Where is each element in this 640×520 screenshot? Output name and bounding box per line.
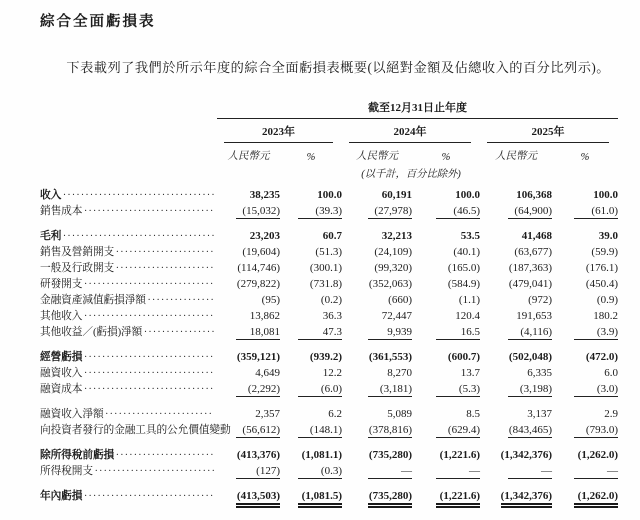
value-cell: (1,342,376) xyxy=(500,449,552,462)
value-cell: (735,280) xyxy=(368,449,412,462)
value-cell: 12.2 xyxy=(322,367,342,380)
dot-leader xyxy=(84,308,214,319)
row-label-cell xyxy=(40,187,217,202)
row-label-cell xyxy=(40,463,217,478)
row-label: 一般及行政開支 xyxy=(40,262,115,275)
row-label: 融資成本 xyxy=(40,383,83,396)
value-cell: (2,292) xyxy=(217,383,280,397)
row-label-cell xyxy=(40,422,231,437)
value-cell: (359,121) xyxy=(236,351,280,364)
row-label-cell xyxy=(40,244,217,259)
value-cell: 23,203 xyxy=(249,230,280,243)
dot-leader xyxy=(116,260,214,271)
row-label: 銷售及營銷開支 xyxy=(40,246,115,259)
value-cell: (361,553) xyxy=(368,351,412,364)
value-cell: (0.3) xyxy=(280,465,342,479)
value-cell: (279,822) xyxy=(236,278,280,291)
table-row xyxy=(40,203,618,219)
value-cell: 100.0 xyxy=(455,189,480,202)
year-column-2025: 2025年 xyxy=(487,119,609,143)
value-cell: (59.9) xyxy=(591,246,618,259)
value-cell: (1,262.0) xyxy=(552,490,618,505)
value-cell: (479,041) xyxy=(508,278,552,291)
value-cell: 6.0 xyxy=(604,367,618,380)
value-cell: (56,612) xyxy=(217,424,280,438)
row-label-cell xyxy=(40,292,217,307)
value-cell: (1,081.1) xyxy=(301,449,342,462)
dot-leader xyxy=(116,447,214,458)
value-cell: (4,116) xyxy=(480,326,552,340)
value-cell: (629.4) xyxy=(412,424,480,438)
value-cell: 9,939 xyxy=(342,326,412,340)
value-cell: (63,677) xyxy=(514,246,552,259)
table-row xyxy=(40,308,618,324)
value-cell: (148.1) xyxy=(280,424,342,438)
dot-leader xyxy=(84,488,214,499)
table-row xyxy=(40,422,618,438)
dot-leader xyxy=(84,365,214,376)
subcol-percent-2025: % xyxy=(580,152,590,164)
value-cell: (3.9) xyxy=(552,326,618,340)
row-label: 收入 xyxy=(40,189,62,202)
value-cell: (3.0) xyxy=(552,383,618,397)
row-label: 融資收入 xyxy=(40,367,83,380)
value-cell: 72,447 xyxy=(381,310,412,323)
value-cell: 39.0 xyxy=(598,230,618,243)
row-label-cell xyxy=(40,488,217,503)
value-cell: (731.8) xyxy=(309,278,342,291)
row-label-cell xyxy=(40,349,217,364)
row-label: 其他收益／(虧損)淨額 xyxy=(40,326,143,339)
value-cell: (39.3) xyxy=(280,205,342,219)
row-label-cell xyxy=(40,447,217,462)
value-cell: (61.0) xyxy=(552,205,618,219)
value-cell: (600.7) xyxy=(447,351,480,364)
dot-leader xyxy=(84,349,214,360)
value-cell: (46.5) xyxy=(412,205,480,219)
dot-leader xyxy=(95,463,214,474)
row-label: 融資收入淨額 xyxy=(40,408,104,421)
row-label: 所得稅開支 xyxy=(40,465,93,478)
value-cell: (165.0) xyxy=(447,262,480,275)
value-cell: (300.1) xyxy=(309,262,342,275)
header-body-gap xyxy=(40,180,618,187)
value-cell: (5.3) xyxy=(412,383,480,397)
value-cell: (15,032) xyxy=(217,205,280,219)
row-label: 經營虧損 xyxy=(40,351,83,364)
value-cell: (3,198) xyxy=(480,383,552,397)
row-label-cell xyxy=(40,365,217,380)
table-header xyxy=(40,99,618,187)
subcol-percent-2023: % xyxy=(306,152,316,164)
value-cell: (584.9) xyxy=(447,278,480,291)
row-label: 其他收入 xyxy=(40,310,83,323)
comprehensive-loss-table xyxy=(40,99,618,504)
value-cell: 4,649 xyxy=(255,367,280,380)
value-cell: (843,465) xyxy=(508,424,552,437)
table-row xyxy=(40,228,618,244)
value-cell: 41,468 xyxy=(521,230,552,243)
dot-leader xyxy=(84,276,214,287)
subcol-rmb-2024: 人民幣元 xyxy=(356,151,398,163)
value-cell: — xyxy=(412,465,480,479)
table-row xyxy=(40,381,618,397)
row-label-cell xyxy=(40,308,217,323)
table-row xyxy=(40,324,618,340)
value-cell: (502,048) xyxy=(508,351,552,364)
page-title: 綜合全面虧損表 xyxy=(40,14,156,30)
value-cell: (176.1) xyxy=(585,262,618,275)
value-cell: 36.3 xyxy=(322,310,342,323)
table-row xyxy=(40,292,618,308)
value-cell: 8,270 xyxy=(387,367,412,380)
value-cell: 16.5 xyxy=(412,326,480,340)
value-cell: 8.5 xyxy=(466,408,480,421)
value-cell: 106,368 xyxy=(516,189,552,202)
row-label: 除所得稅前虧損 xyxy=(40,449,115,462)
value-cell: 47.3 xyxy=(280,326,342,340)
value-cell: — xyxy=(342,465,412,479)
period-header: 截至12月31日止年度 xyxy=(217,99,618,119)
value-cell: (51.3) xyxy=(315,246,342,259)
subcol-rmb-2023: 人民幣元 xyxy=(227,151,270,163)
row-label: 銷售成本 xyxy=(40,205,83,218)
value-cell: (187,363) xyxy=(508,262,552,275)
value-cell: (793.0) xyxy=(552,424,618,438)
value-cell: (939.2) xyxy=(309,351,342,364)
value-cell: — xyxy=(480,465,552,479)
value-cell: 53.5 xyxy=(460,230,480,243)
value-cell: (127) xyxy=(217,465,280,479)
value-cell: 13.7 xyxy=(460,367,480,380)
value-cell: (450.4) xyxy=(585,278,618,291)
value-cell: (27,978) xyxy=(342,205,412,219)
dot-leader xyxy=(116,244,214,255)
dot-leader xyxy=(106,406,214,417)
value-cell: 5,089 xyxy=(387,408,412,421)
value-cell: 180.2 xyxy=(593,310,618,323)
value-cell: (6.0) xyxy=(280,383,342,397)
dot-leader xyxy=(63,228,214,239)
row-label-cell xyxy=(40,324,217,339)
value-cell: (19,604) xyxy=(242,246,280,259)
table-row xyxy=(40,349,618,365)
table-row xyxy=(40,463,618,479)
value-cell: (1,081.5) xyxy=(280,490,342,505)
value-cell: (0.2) xyxy=(320,294,342,307)
value-cell: 6,335 xyxy=(527,367,552,380)
value-cell: 2,357 xyxy=(255,408,280,421)
row-label-cell xyxy=(40,203,217,218)
value-cell: (352,063) xyxy=(368,278,412,291)
table-body xyxy=(40,187,618,504)
subcol-percent-2024: % xyxy=(441,152,451,164)
value-cell: (1,342,376) xyxy=(480,490,552,505)
row-label-cell xyxy=(40,228,217,243)
dot-leader xyxy=(63,187,214,198)
value-cell: (95) xyxy=(261,294,280,307)
value-cell: (413,503) xyxy=(217,490,280,505)
subcol-rmb-2025: 人民幣元 xyxy=(495,151,537,163)
value-cell: (114,746) xyxy=(237,262,280,275)
row-label-cell xyxy=(40,276,217,291)
table-row xyxy=(40,276,618,292)
row-label-cell xyxy=(40,260,217,275)
table-row xyxy=(40,406,618,422)
value-cell: 13,862 xyxy=(249,310,280,323)
value-cell: 191,653 xyxy=(516,310,552,323)
table-row xyxy=(40,187,618,203)
row-label: 金融資產減值虧損淨額 xyxy=(40,294,146,307)
value-cell: (64,900) xyxy=(480,205,552,219)
value-cell: (0.9) xyxy=(596,294,618,307)
value-cell: 2.9 xyxy=(604,408,618,421)
value-cell: (413,376) xyxy=(236,449,280,462)
value-cell: (40.1) xyxy=(453,246,480,259)
value-cell: 100.0 xyxy=(593,189,618,202)
value-cell: 18,081 xyxy=(217,326,280,340)
value-cell: 3,137 xyxy=(527,408,552,421)
value-cell: (24,109) xyxy=(374,246,412,259)
dot-leader xyxy=(84,381,214,392)
table-row xyxy=(40,244,618,260)
value-cell: 38,235 xyxy=(249,189,280,202)
year-column-2023: 2023年 xyxy=(224,119,333,143)
value-cell: 60,191 xyxy=(381,189,412,202)
value-cell: (378,816) xyxy=(368,424,412,437)
dot-leader xyxy=(148,292,214,303)
table-row xyxy=(40,447,618,463)
year-column-2024: 2024年 xyxy=(349,119,471,143)
table-row xyxy=(40,365,618,381)
units-note: (以千計，百分比除外) xyxy=(361,169,461,181)
dot-leader xyxy=(144,324,214,335)
table-row xyxy=(40,488,618,504)
value-cell: 6.2 xyxy=(328,408,342,421)
row-label: 年內虧損 xyxy=(40,490,83,503)
value-cell: (3,181) xyxy=(342,383,412,397)
value-cell: (1,221.6) xyxy=(439,449,480,462)
table-row xyxy=(40,260,618,276)
row-label: 研發開支 xyxy=(40,278,83,291)
row-label-cell xyxy=(40,381,217,396)
row-label-cell xyxy=(40,406,217,421)
value-cell: (660) xyxy=(388,294,412,307)
intro-paragraph: 下表載列了我們於所示年度的綜合全面虧損表概要(以絕對金額及佔總收入的百分比列示)。 xyxy=(66,60,610,75)
dot-leader xyxy=(84,203,214,214)
value-cell: (1,221.6) xyxy=(412,490,480,505)
value-cell: — xyxy=(552,465,618,479)
value-cell: 60.7 xyxy=(322,230,342,243)
value-cell: (735,280) xyxy=(342,490,412,505)
value-cell: (1,262.0) xyxy=(577,449,618,462)
value-cell: 100.0 xyxy=(317,189,342,202)
value-cell: (472.0) xyxy=(585,351,618,364)
value-cell: 120.4 xyxy=(455,310,480,323)
row-label: 毛利 xyxy=(40,230,62,243)
value-cell: (99,320) xyxy=(374,262,412,275)
value-cell: (1.1) xyxy=(458,294,480,307)
row-label: 向投資者發行的金融工具的公允價值變動 xyxy=(40,424,231,437)
value-cell: (972) xyxy=(528,294,552,307)
value-cell: 32,213 xyxy=(381,230,412,243)
